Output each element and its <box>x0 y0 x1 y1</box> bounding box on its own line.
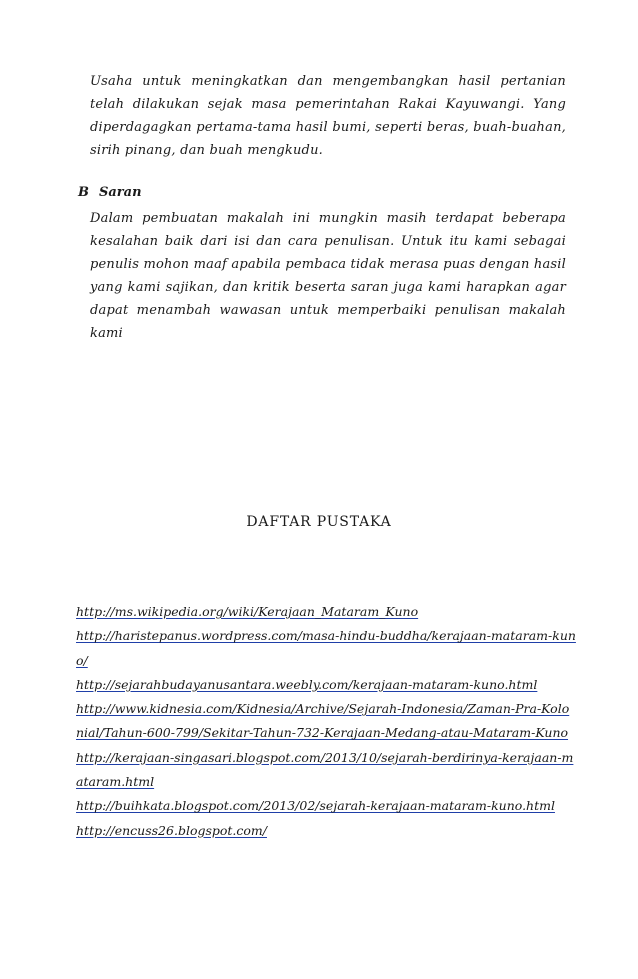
saran-heading-text: Saran <box>99 185 142 200</box>
reference-item <box>76 746 576 795</box>
reference-link-encuss26[interactable]: http://encuss26.blogspot.com/ <box>76 822 267 838</box>
conclusion-paragraph: Usaha untuk meningkatkan dan mengembangkan hasil pertanian telah dilakukan sejak masa pemerintahan Rakai Kayuwangi. Yang diperdagagkan pertama-tama hasil bumi, seperti beras, buah-buahan, sirih pinang, dan buah mengkudu. <box>90 74 566 158</box>
reference-link-haristepanus[interactable]: http://haristepanus.wordpress.com/masa-hindu-buddha/kerajaan-mataram-kuno/ <box>76 628 576 668</box>
references-list <box>76 600 576 843</box>
reference-item <box>76 600 576 624</box>
reference-item <box>76 794 576 818</box>
reference-link-kidnesia[interactable]: http://www.kidnesia.com/Kidnesia/Archive/Sejarah-Indonesia/Zaman-Pra-Kolonial/Tahun-600-799/Sekitar-Tahun-732-Kerajaan-Medang-atau-Mataram-Kuno <box>76 701 570 741</box>
reference-item <box>76 624 576 673</box>
reference-link-kerajaan-singasari[interactable]: http://kerajaan-singasari.blogspot.com/2013/10/sejarah-berdirinya-kerajaan-mataram.html <box>76 749 574 790</box>
references-title: DAFTAR PUSTAKA <box>246 514 392 530</box>
reference-link-sejarahbudayanusantara[interactable]: http://sejarahbudayanusantara.weebly.com/kerajaan-mataram-kuno.html <box>76 676 538 692</box>
saran-paragraph: Dalam pembuatan makalah ini mungkin masih terdapat beberapa kesalahan baik dari isi dan cara penulisan. Untuk itu kami sebagai penulis mohon maaf apabila pembaca tidak merasa puas dengan hasil yang kami sajikan, dan kritik beserta saran juga kami harapkan agar dapat menambah wawasan untuk memperbaiki penulisan makalah kami <box>90 211 566 341</box>
reference-link-wikipedia[interactable]: http://ms.wikipedia.org/wiki/Kerajaan_Mataram_Kuno <box>76 604 419 619</box>
reference-item <box>76 697 576 746</box>
saran-heading <box>78 181 142 204</box>
reference-item <box>76 819 576 843</box>
reference-link-buihkata[interactable]: http://buihkata.blogspot.com/2013/02/sejarah-kerajaan-mataram-kuno.html <box>76 798 555 814</box>
saran-heading-number: B <box>78 185 89 200</box>
reference-item <box>76 673 576 697</box>
